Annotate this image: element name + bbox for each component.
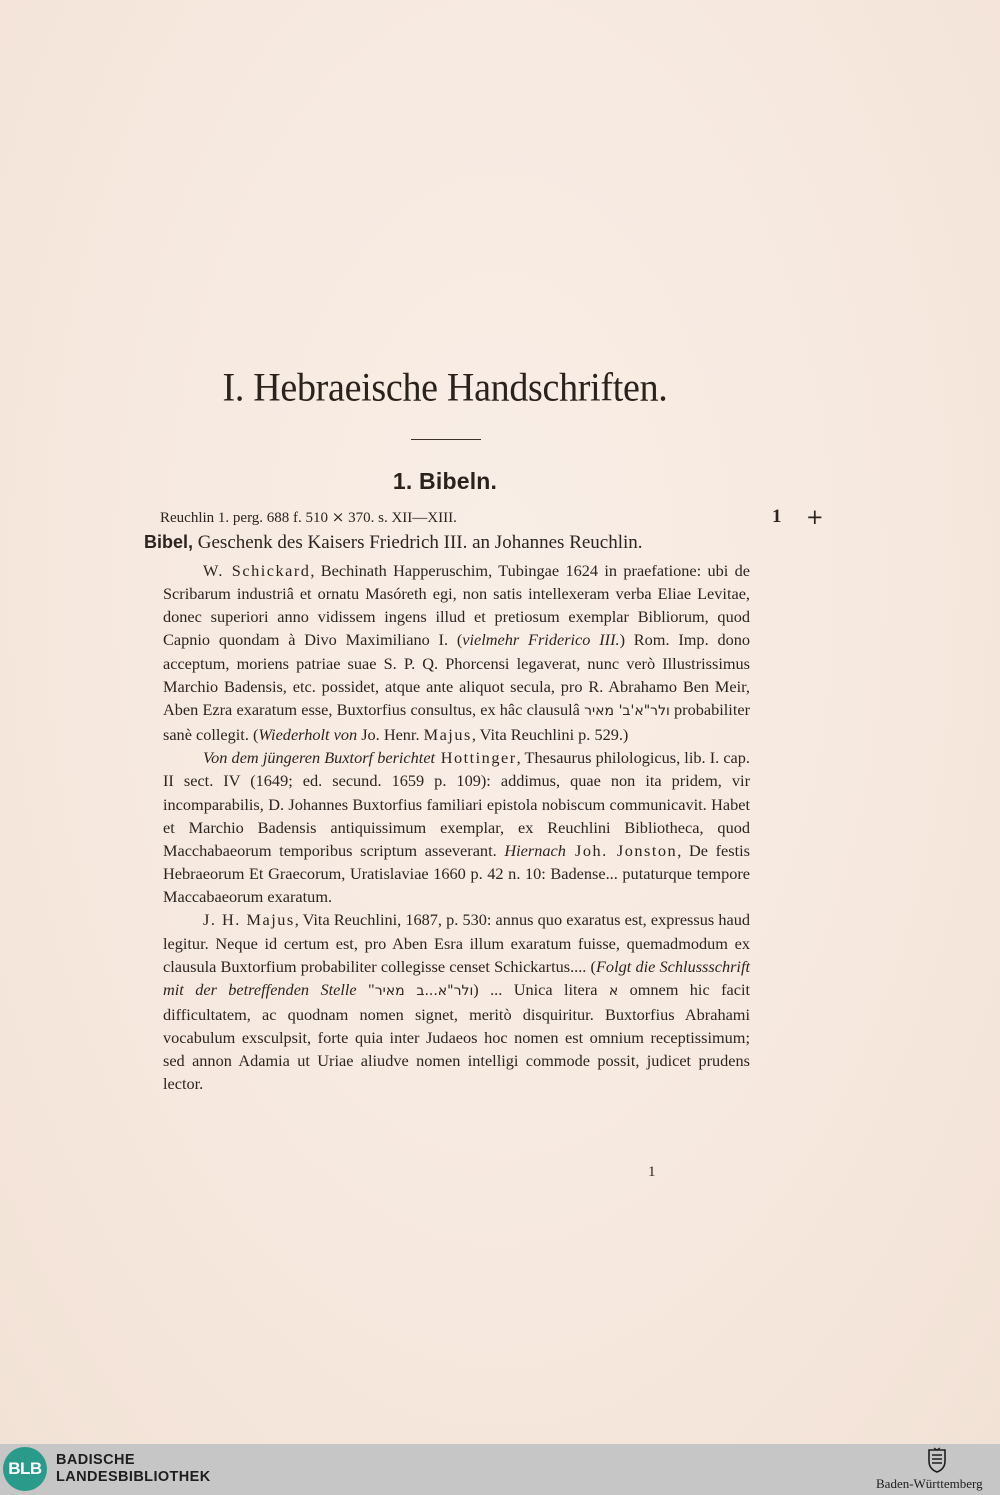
text-run: ) ... Unica litera [473,979,609,999]
text-run: ) Rom. Imp. dono acceptum, moriens patriae suae S. P. Q. Phorcensi legaverat, nunc verò Illustrissimus Marchio Badensis, etc. possidet, atque ante aliquot secula, pro R. Abrahamo Ben Meir, Aben Ezra exaratum esse, Buxtorfius consultus, ex hâc clausulâ [163,630,751,719]
text-run: , De festis Hebraeorum Et Graecorum, Uratislaviae 1660 p. 42 n. 10: Badense... putaturque tempore Maccabaeorum exaratum. [163,840,751,907]
text-run: , Bechinath Happeruschim, Tubingae 1624 in praefatione: ubi de Scribarum industriâ et ornatu Masóreth egi, non satis intellexeram verba Eliae Levitae, donec superiori anno vidissem ingens illud et pretiosum exemplar Bibliorum, quod Capnio quondam à Divo Maximiliano I. ( [163,561,750,650]
body-text [163,559,750,1096]
shelfmark-line: Reuchlin 1. perg. 688 f. 510 ⨯ 370. s. XII—XIII. [160,510,457,526]
text-run: " [356,979,375,999]
page-title: I. Hebraeische Handschriften. [222,365,668,411]
hebrew-text: ולר"א...ב מאיר [374,982,474,999]
author-name: Hottinger [435,748,517,768]
text-run: , Thesaurus philologicus, lib. I. cap. II sect. IV (1649; ed. secund. 1659 p. 109): addimus, quae non ita pridem, vir incomparabilis, D. Johannes Buxtorfius familiari epistola nobiscum communicavit. Habet et Marchio Badensis antiquissimum exemplar, ex Reuchlini Bibliotheca, quod Macchabaeorum temporibus scriptum asseverant. [163,748,750,860]
library-name-line-2: LANDESBIBLIOTHEK [56,1469,211,1485]
author-name: Joh. Jonston [565,840,678,860]
text-run: , Vita Reuchlini, 1687, p. 530: annus quo exaratus est, expressus haud legitur. Neque id certum est, pro Aben Esra illum exaratum fuisse, quemadmodum ex clausula Buxtorfium probabiliter collegisse censet Schickartus.... ( [163,910,750,976]
text-run: probabiliter sanè collegit. ( [163,699,750,745]
section-heading: 1. Bibeln. [392,468,498,494]
library-name[interactable] [56,1452,211,1486]
state-label[interactable]: Baden-Württemberg [876,1476,983,1491]
paragraph-1 [163,559,750,746]
author-name: Majus [423,725,472,745]
manuscript-number: 1 [772,506,782,527]
hebrew-text: ולר"א'ב' מאיר [584,702,670,719]
text-run: omnem hic facit difficultatem, ac quodnam nomen signet, meritò disquiritur. Buxtorfius Abrahami vocabulum exsculpsit, forte quia inter Judaeos hoc nomen est omnium receptissimum; sed annon Adamia ut Uriae aliudve nomen intelligi commode possit, judicet prudens lector. [163,979,751,1094]
author-name: W. Schickard [203,561,311,580]
italic-note: Hiernach [504,840,566,860]
page-number: 1 [648,1164,656,1180]
library-name-line-1: BADISCHE [56,1452,135,1468]
cross-mark: + [806,505,824,529]
hebrew-letter: א [608,982,619,999]
author-name: J. H. Majus [203,910,295,930]
italic-note: vielmehr Friderico III. [462,630,620,650]
title-divider [411,439,481,440]
paragraph-3 [163,908,750,1095]
entry-keyword: Bibel, [144,532,194,552]
blb-logo[interactable]: BLB [3,1447,47,1491]
italic-note: Wiederholt von [258,725,358,745]
text-run: , Vita Reuchlini p. 529.) [471,725,629,745]
entry-heading [144,532,643,554]
entry-description: Geschenk des Kaisers Friedrich III. an Johannes Reuchlin. [193,532,643,553]
italic-note: Folgt die Schlussschrift mit der betreffenden Stelle [163,956,750,999]
coat-of-arms-icon [926,1447,948,1473]
footer-bar [0,1444,1000,1495]
italic-note: Von dem jüngeren Buxtorf berichtet [203,748,436,768]
text-run: Jo. Henr. [357,725,424,745]
paragraph-2 [163,746,750,908]
